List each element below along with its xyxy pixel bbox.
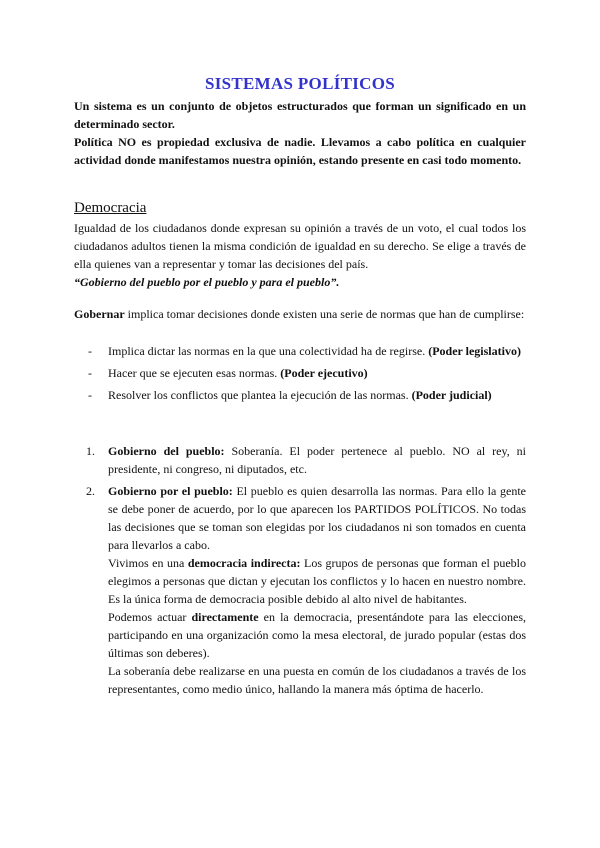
item-number: 2. [86,484,95,498]
gobernar-paragraph [74,305,526,323]
directamente-paragraph [108,608,526,662]
paragraph-text: Vivimos en una [108,556,188,570]
intro-paragraph-2: Política NO es propiedad exclusiva de nadie. Llevamos a cabo política en cualquier actividad donde manifestamos nuestra opinión, estando presente en casi todo momento. [74,135,526,167]
numbered-list [86,442,526,698]
list-item-text: Hacer que se ejecuten esas normas. [108,366,281,380]
democracia-paragraph: Igualdad de los ciudadanos donde expresan su opinión a través de un voto, el cual todos los ciudadanos adultos tienen la misma condición de igualdad en su derecho. Se elige a través de ella quienes van a representar y tomar las decisiones del país. [74,221,526,271]
democracia-indirecta-term: democracia indirecta: [187,556,301,570]
numbered-item-2 [86,482,526,698]
dash-bullet: - [88,344,92,358]
numbered-item-2-text: El pueblo es quien desarrolla las normas. Para ello la gente se debe poner de acuerdo, por lo que aparecen los PARTIDOS POLÍTICOS. No todas las decisiones que se toman son elegidas por los ciudadanos ni son tomados en cuenta para llevarlos a cabo. [108,484,526,552]
item-number: 1. [86,444,95,458]
intro-paragraph-1: Un sistema es un conjunto de objetos estructurados que forman un significado en un determinado sector. [74,99,526,131]
numbered-item-1-paragraph [108,442,526,478]
list-item [88,342,526,360]
section-heading-democracia: Democracia [74,200,147,216]
list-item-text: Implica dictar las normas en la que una colectividad ha de regirse. [108,344,429,358]
list-item [88,386,526,404]
list-item-text: Resolver los conflictos que plantea la ejecución de las normas. [108,388,412,402]
numbered-item-1-text: Soberanía. El poder pertenece al pueblo. NO al rey, ni presidente, ni congreso, ni diputados, etc. [108,444,526,476]
paragraph-text: Los grupos de personas que forman el pueblo elegimos a personas que dictan y ejecutan los conflictos y lo hacen en nuestro nombre. Es la única forma de democracia posible debido al alto nivel de habitantes. [108,556,526,606]
paragraph-text: Podemos actuar [108,610,192,624]
numbered-item-1-term: Gobierno del pueblo: [108,444,225,458]
democracia-indirecta-paragraph [108,554,526,608]
list-item-bold: (Poder ejecutivo) [280,366,368,380]
powers-list [88,342,526,408]
numbered-item-2-paragraph [108,482,526,554]
dash-bullet: - [88,388,92,402]
soberania-paragraph: La soberanía debe realizarse en una puesta en común de los ciudadanos a través de los representantes, como medio único, hallando la manera más óptima de hacerlo. [108,664,526,696]
numbered-item-1 [86,442,526,478]
list-item-bold: (Poder judicial) [411,388,492,402]
directamente-term: directamente [191,610,259,624]
dash-bullet: - [88,366,92,380]
gobernar-term: Gobernar [74,307,125,321]
intro-section [74,97,526,169]
democracia-section [74,219,526,291]
paragraph-text: en la democracia, presentándote para las elecciones, participando en una organización como la mesa electoral, de jurado popular (estas dos últimas son deberes). [108,610,527,660]
democracia-quote: “Gobierno del pueblo por el pueblo y para el pueblo”. [74,275,340,289]
list-item-bold: (Poder legislativo) [428,344,521,358]
numbered-item-2-term: Gobierno por el pueblo: [108,484,233,498]
page-title: SISTEMAS POLÍTICOS [204,74,396,93]
gobernar-text: implica tomar decisiones donde existen una serie de normas que han de cumplirse: [124,307,525,321]
list-item [88,364,526,382]
